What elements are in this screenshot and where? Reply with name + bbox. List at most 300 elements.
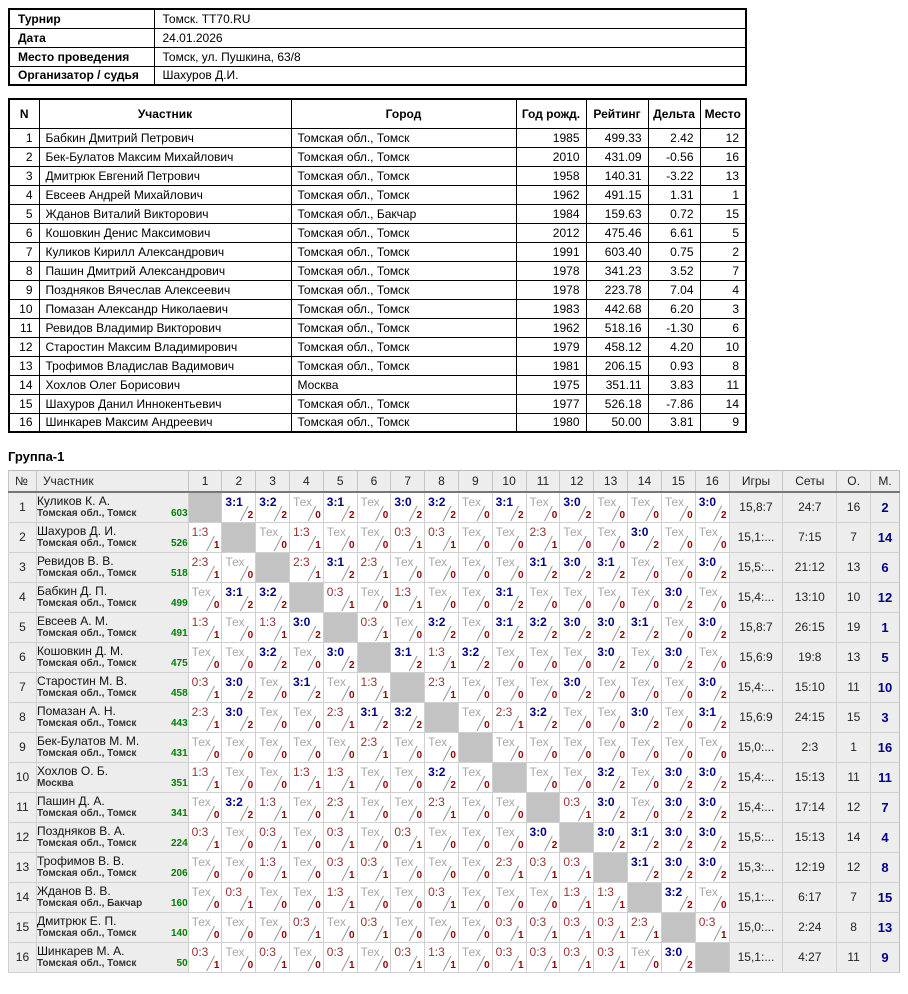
match-result-cell — [526, 492, 560, 523]
diagonal-slash: ╱ — [612, 625, 621, 641]
match-cell-content — [324, 733, 357, 762]
match-score: 3:1 — [225, 494, 243, 509]
group-col-opponent: 10 — [492, 471, 526, 492]
diagonal-slash: ╱ — [510, 745, 519, 761]
group-sets: 17:14 — [783, 792, 837, 822]
match-cell-content — [290, 553, 323, 582]
participant-city: Томская обл., Томск — [291, 356, 516, 375]
match-score: 0:3 — [360, 614, 378, 629]
match-cell-content — [560, 643, 593, 672]
match-score: Тех — [428, 584, 448, 599]
match-cell-content — [256, 643, 289, 672]
match-score: 1:3 — [292, 764, 310, 779]
match-cell-content — [662, 583, 695, 612]
diagonal-slash: ╱ — [578, 505, 587, 521]
match-cell-content — [324, 793, 357, 822]
match-points: 2 — [653, 869, 659, 881]
match-result-cell — [526, 672, 560, 702]
match-points: 0 — [247, 839, 254, 851]
match-points: 1 — [450, 809, 456, 821]
match-points: 2 — [653, 719, 659, 731]
match-score: Тех — [495, 884, 515, 899]
match-cell-content — [696, 733, 729, 762]
diagonal-slash: ╱ — [443, 925, 451, 941]
diagonal-slash: ╱ — [274, 955, 282, 971]
diagonal-slash: ╱ — [274, 655, 282, 671]
match-points: 0 — [721, 659, 727, 671]
match-points: 2 — [517, 629, 524, 641]
group-participant-name: Помазан А. Н. — [36, 704, 116, 718]
match-cell-content — [324, 853, 357, 882]
match-points: 2 — [687, 869, 693, 881]
match-points: 1 — [281, 839, 287, 851]
match-result-cell — [628, 852, 662, 882]
match-score: Тех — [360, 884, 380, 899]
diagonal-slash: ╱ — [713, 625, 722, 641]
match-result-cell — [391, 492, 425, 523]
match-score: Тех — [563, 644, 583, 659]
diagonal-slash: ╱ — [679, 775, 688, 791]
group-participant-cell — [36, 672, 188, 702]
match-cell-content — [527, 913, 560, 942]
info-row — [9, 9, 746, 28]
group-participant-name: Куликов К. А. — [36, 494, 111, 508]
match-cell-content — [256, 583, 289, 612]
match-points: 0 — [721, 749, 727, 761]
match-cell-self — [492, 762, 526, 792]
match-points: 1 — [213, 779, 220, 791]
match-score: 3:0 — [597, 614, 615, 629]
diagonal-slash: ╱ — [409, 925, 418, 941]
match-score: 3:0 — [698, 554, 717, 569]
match-points: 0 — [382, 839, 389, 851]
diagonal-slash: ╱ — [274, 625, 282, 641]
match-score: 0:3 — [563, 914, 581, 929]
match-points: 0 — [281, 539, 287, 551]
participant-number: 11 — [9, 318, 39, 337]
match-cell-content — [594, 643, 627, 672]
diagonal-slash: ╱ — [240, 805, 249, 821]
match-cell-content — [459, 703, 492, 732]
match-result-cell — [458, 582, 492, 612]
participant-rating: 159.63 — [586, 204, 648, 223]
match-score: 0:3 — [326, 854, 344, 869]
participant-birthyear: 1983 — [516, 299, 586, 318]
match-score: 3:0 — [698, 854, 717, 869]
group-participant-name: Евсеев А. М. — [36, 614, 109, 628]
diagonal-slash: ╱ — [646, 715, 654, 731]
diagonal-slash: ╱ — [274, 835, 282, 851]
match-cell-content — [425, 493, 458, 522]
match-points: 2 — [450, 779, 456, 791]
match-cell-content — [425, 913, 458, 942]
match-cell-content — [391, 763, 424, 792]
match-result-cell — [289, 882, 323, 912]
match-score: 2:3 — [292, 554, 310, 569]
match-points: 1 — [348, 599, 355, 611]
participant-birthyear: 1975 — [516, 375, 586, 394]
diagonal-slash: ╱ — [544, 895, 553, 911]
match-score: Тех — [394, 884, 414, 899]
participant-row — [9, 280, 746, 299]
participant-number: 10 — [9, 299, 39, 318]
match-cell-content — [662, 823, 695, 852]
match-score: Тех — [698, 524, 718, 539]
group-participant-name: Кошовкин Д. М. — [36, 644, 124, 658]
match-score: 1:3 — [394, 584, 412, 599]
group-row — [9, 822, 900, 852]
match-cell-content — [696, 613, 729, 642]
diagonal-slash: ╱ — [206, 625, 215, 641]
match-cell-content — [628, 703, 661, 732]
match-cell-content — [560, 703, 593, 732]
diagonal-slash: ╱ — [713, 715, 722, 731]
match-result-cell — [323, 852, 357, 882]
match-cell-content — [324, 523, 357, 552]
match-result-cell — [323, 492, 357, 523]
match-score: Тех — [326, 524, 346, 539]
group-col-opponent: 4 — [289, 471, 323, 492]
participant-delta: 6.20 — [648, 299, 700, 318]
diagonal-slash: ╱ — [375, 775, 384, 791]
match-cell-content — [222, 913, 255, 942]
match-score: Тех — [292, 944, 313, 959]
match-result-cell — [458, 552, 492, 582]
match-cell-content — [391, 643, 424, 672]
match-score: 3:0 — [664, 794, 683, 809]
match-cell-content — [594, 943, 627, 972]
diagonal-slash: ╱ — [240, 775, 249, 791]
match-score: Тех — [225, 764, 245, 779]
match-cell-content — [527, 493, 560, 522]
diagonal-slash: ╱ — [274, 805, 282, 821]
diagonal-slash: ╱ — [206, 595, 215, 611]
diagonal-slash: ╱ — [409, 715, 418, 731]
match-points: 1 — [382, 689, 389, 701]
group-row — [9, 882, 900, 912]
match-result-cell — [289, 732, 323, 762]
match-result-cell — [695, 642, 729, 672]
match-cell-self — [357, 642, 391, 672]
diagonal-slash: ╱ — [612, 955, 621, 971]
match-result-cell — [560, 852, 594, 882]
match-points: 2 — [247, 809, 254, 821]
match-points: 0 — [450, 839, 456, 851]
match-result-cell — [289, 612, 323, 642]
group-col-opponent: 13 — [594, 471, 628, 492]
diagonal-slash: ╱ — [544, 565, 553, 581]
match-cell-content — [391, 613, 424, 642]
participant-rating: 518.16 — [586, 318, 648, 337]
diagonal-slash: ╱ — [510, 505, 519, 521]
group-points: 7 — [837, 522, 871, 552]
match-score: 0:3 — [698, 914, 716, 929]
diagonal-slash: ╱ — [679, 565, 688, 581]
diagonal-slash: ╱ — [544, 835, 553, 851]
match-score: 2:3 — [495, 854, 513, 869]
match-score: 1:3 — [191, 524, 209, 539]
match-points: 1 — [382, 929, 389, 941]
match-score: 0:3 — [597, 914, 614, 929]
group-row-number: 15 — [9, 912, 37, 942]
match-points: 0 — [450, 599, 456, 611]
match-cell-content — [459, 673, 492, 702]
match-score: Тех — [529, 644, 549, 659]
match-score: Тех — [461, 494, 481, 509]
match-cell-content — [628, 523, 661, 552]
match-score: Тех — [259, 524, 279, 539]
diagonal-slash: ╱ — [646, 805, 654, 821]
match-result-cell — [492, 612, 526, 642]
match-score: 0:3 — [495, 944, 513, 959]
participant-name: Евсеев Андрей Михайлович — [39, 185, 291, 204]
participants-column-header: Рейтинг — [586, 99, 648, 128]
match-points: 0 — [484, 929, 490, 941]
match-score: 0:3 — [360, 854, 378, 869]
match-points: 0 — [247, 659, 254, 671]
diagonal-slash: ╱ — [341, 955, 350, 971]
match-result-cell — [526, 912, 560, 942]
match-cell-content — [290, 613, 323, 642]
group-row — [9, 582, 900, 612]
participant-number: 2 — [9, 147, 39, 166]
match-cell-content — [594, 823, 627, 852]
group-row — [9, 492, 900, 523]
match-cell-content — [425, 733, 458, 762]
match-score: Тех — [191, 644, 211, 659]
match-cell-content — [560, 613, 593, 642]
diagonal-slash: ╱ — [274, 685, 282, 701]
match-cell-content — [425, 553, 458, 582]
match-score: Тех — [225, 644, 245, 659]
match-score: 3:1 — [495, 494, 514, 509]
match-points: 0 — [315, 809, 321, 821]
match-cell-self — [594, 852, 628, 882]
diagonal-slash: ╱ — [612, 595, 621, 611]
match-result-cell — [425, 552, 459, 582]
match-result-cell — [323, 792, 357, 822]
match-points: 0 — [653, 749, 659, 761]
info-label: Турнир — [9, 9, 154, 28]
match-cell-content — [459, 793, 492, 822]
diagonal-slash: ╱ — [341, 565, 350, 581]
match-score: 1:3 — [428, 944, 445, 959]
group-participant-rating: 443 — [170, 717, 188, 729]
diagonal-slash: ╱ — [375, 955, 384, 971]
group-col-opponent: 1 — [188, 471, 222, 492]
match-points: 2 — [687, 599, 693, 611]
diagonal-slash: ╱ — [544, 925, 553, 941]
participant-rating: 223.78 — [586, 280, 648, 299]
match-cell-content — [696, 643, 729, 672]
match-score: 3:1 — [326, 494, 345, 509]
match-points: 1 — [551, 929, 558, 941]
match-points: 1 — [585, 899, 592, 911]
group-participant-name: Дмитрюк Е. П. — [36, 914, 117, 928]
match-result-cell — [391, 942, 425, 972]
match-points: 2 — [416, 659, 423, 671]
match-points: 0 — [585, 599, 592, 611]
match-result-cell — [458, 822, 492, 852]
match-points: 2 — [721, 869, 727, 881]
match-cell-content — [527, 673, 560, 702]
match-score: 3:0 — [394, 494, 412, 509]
match-cell-content — [391, 883, 424, 912]
participant-rating: 140.31 — [586, 166, 648, 185]
match-result-cell — [222, 642, 256, 672]
match-points: 2 — [315, 689, 321, 701]
group-points: 7 — [837, 882, 871, 912]
diagonal-slash: ╱ — [375, 865, 384, 881]
participant-delta: 3.83 — [648, 375, 700, 394]
match-points: 0 — [315, 839, 321, 851]
match-points: 2 — [619, 809, 626, 821]
match-result-cell — [526, 852, 560, 882]
participant-name: Дмитрюк Евгений Петрович — [39, 166, 291, 185]
match-score: Тех — [326, 914, 346, 929]
match-result-cell — [492, 882, 526, 912]
match-points: 0 — [721, 899, 727, 911]
group-col-opponent: 9 — [458, 471, 492, 492]
match-points: 0 — [517, 749, 524, 761]
match-score: 3:0 — [664, 824, 683, 839]
match-points: 2 — [721, 809, 727, 821]
participant-rating: 603.40 — [586, 242, 648, 261]
match-cell-content — [662, 673, 695, 702]
diagonal-slash: ╱ — [578, 595, 587, 611]
match-score: Тех — [461, 824, 481, 839]
match-result-cell — [357, 702, 391, 732]
match-points: 0 — [382, 509, 389, 521]
group-participant-subline — [37, 508, 188, 520]
diagonal-slash: ╱ — [443, 565, 451, 581]
match-result-cell — [289, 852, 323, 882]
diagonal-slash: ╱ — [679, 745, 688, 761]
group-participant-rating: 341 — [170, 807, 188, 819]
group-participant-subline — [37, 928, 188, 940]
match-score: 0:3 — [597, 944, 614, 959]
participant-delta: 6.61 — [648, 223, 700, 242]
match-result-cell — [661, 492, 695, 523]
diagonal-slash: ╱ — [375, 715, 384, 731]
diagonal-slash: ╱ — [578, 895, 587, 911]
participant-place: 2 — [700, 242, 746, 261]
match-cell-content — [391, 793, 424, 822]
participants-column-header: Участник — [39, 99, 291, 128]
group-games: 15,1:... — [729, 522, 783, 552]
match-cell-content — [290, 493, 323, 522]
match-score: 3:0 — [326, 644, 345, 659]
match-result-cell — [425, 942, 459, 972]
diagonal-slash: ╱ — [510, 865, 519, 881]
participant-delta: 3.81 — [648, 413, 700, 432]
match-points: 2 — [416, 509, 423, 521]
group-col-opponent: 12 — [560, 471, 594, 492]
match-score: 2:3 — [529, 524, 547, 539]
match-points: 1 — [213, 839, 220, 851]
diagonal-slash: ╱ — [713, 775, 722, 791]
match-points: 1 — [517, 929, 524, 941]
diagonal-slash: ╱ — [713, 745, 722, 761]
participant-rating: 475.46 — [586, 223, 648, 242]
match-result-cell — [594, 792, 628, 822]
group-games: 15,1:... — [729, 942, 783, 972]
match-points: 0 — [484, 899, 490, 911]
match-points: 0 — [551, 899, 558, 911]
match-cell-content — [662, 763, 695, 792]
match-score: 3:0 — [563, 554, 581, 569]
match-score: Тех — [428, 554, 448, 569]
match-result-cell — [323, 762, 357, 792]
match-result-cell — [256, 672, 290, 702]
match-score: 3:1 — [631, 854, 649, 869]
match-score: Тех — [664, 494, 684, 509]
diagonal-slash: ╱ — [713, 505, 722, 521]
group-row — [9, 642, 900, 672]
match-cell-content — [696, 793, 729, 822]
match-score: 0:3 — [428, 884, 445, 899]
group-games: 15,6:9 — [729, 702, 783, 732]
participant-birthyear: 1984 — [516, 204, 586, 223]
diagonal-slash: ╱ — [713, 655, 722, 671]
diagonal-slash: ╱ — [612, 655, 621, 671]
group-games: 15,4:... — [729, 792, 783, 822]
group-participant-subline — [37, 598, 188, 610]
diagonal-slash: ╱ — [240, 505, 249, 521]
group-games: 15,5:... — [729, 822, 783, 852]
match-points: 1 — [721, 929, 727, 941]
group-participant-name: Старостин М. В. — [36, 674, 128, 688]
diagonal-slash: ╱ — [679, 535, 688, 551]
match-result-cell — [357, 942, 391, 972]
match-score: 3:0 — [225, 674, 243, 689]
match-cell-self — [256, 552, 290, 582]
match-points: 0 — [382, 539, 389, 551]
diagonal-slash: ╱ — [679, 505, 688, 521]
diagonal-slash: ╱ — [510, 625, 519, 641]
match-points: 0 — [585, 749, 592, 761]
tournament-info-body — [9, 9, 746, 85]
match-points: 1 — [315, 929, 321, 941]
match-points: 0 — [416, 779, 423, 791]
group-participant-subline — [37, 808, 188, 820]
group-points: 16 — [837, 492, 871, 523]
match-cell-content — [696, 853, 729, 882]
match-result-cell — [425, 882, 459, 912]
participant-city: Томская обл., Томск — [291, 337, 516, 356]
diagonal-slash: ╱ — [375, 565, 384, 581]
match-result-cell — [357, 822, 391, 852]
match-cell-content — [527, 703, 560, 732]
match-points: 1 — [213, 539, 220, 551]
match-points: 0 — [653, 659, 659, 671]
diagonal-slash: ╱ — [544, 955, 553, 971]
participant-city: Томская обл., Томск — [291, 394, 516, 413]
match-result-cell — [458, 942, 492, 972]
diagonal-slash: ╱ — [206, 685, 215, 701]
match-score: Тех — [461, 884, 481, 899]
match-cell-content — [594, 523, 627, 552]
match-result-cell — [526, 762, 560, 792]
match-cell-content — [594, 913, 627, 942]
match-cell-content — [662, 883, 695, 912]
match-points: 2 — [619, 629, 626, 641]
group-games: 15,0:... — [729, 912, 783, 942]
match-cell-content — [527, 733, 560, 762]
match-score: 3:0 — [563, 494, 581, 509]
group-participant-name: Пашин Д. А. — [36, 794, 105, 808]
diagonal-slash: ╱ — [307, 565, 316, 581]
